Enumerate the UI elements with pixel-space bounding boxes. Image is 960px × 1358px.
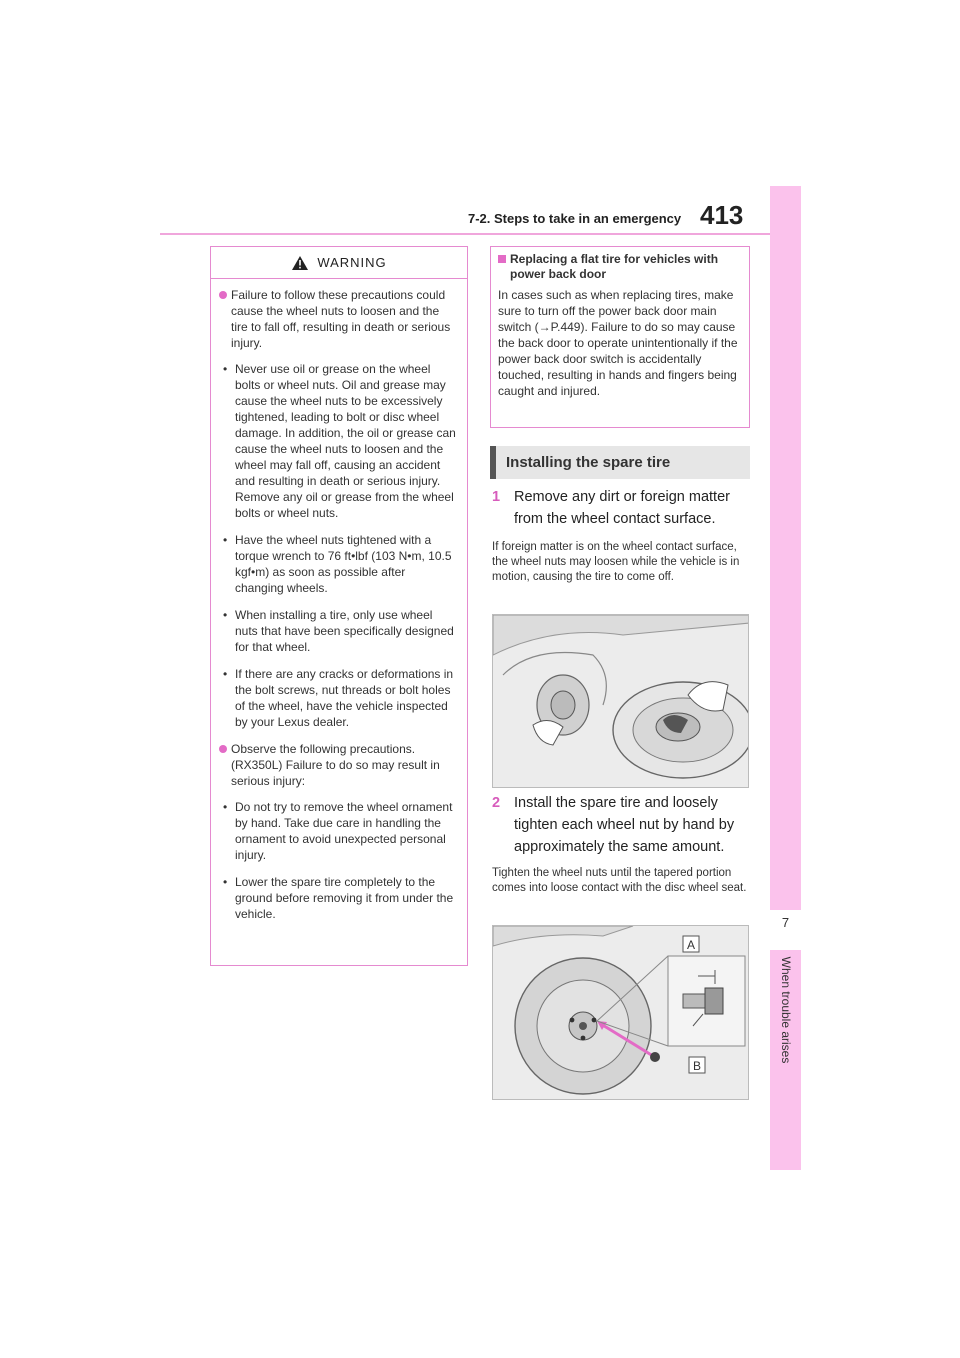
section-heading: Installing the spare tire: [490, 446, 750, 479]
figure-label-b: B: [692, 1059, 702, 1073]
warning-item: • Do not try to remove the wheel ornament by hand. Take due care in handling the ornament to avoid unexpected personal injury.: [219, 799, 457, 863]
info-text: In cases such as when replacing tires, make sure to turn off the power back door main switch (→P.449). Failure to do so may cause the back door to operate unintentionally if the power back door switch is accidentally touched, resulting in hands and fingers being caught and injured.: [498, 288, 738, 398]
figure-clean-wheel-surface: [492, 614, 749, 788]
info-title: Replacing a flat tire for vehicles with power back door: [498, 252, 741, 282]
header-section-title: 7-2. Steps to take in an emergency: [468, 211, 682, 226]
warning-header: [211, 247, 467, 279]
figure-label-a: A: [686, 938, 696, 952]
step-number: 1: [492, 489, 501, 505]
step-text: Remove any dirt or foreign matter from the wheel contact surface.: [514, 489, 730, 527]
step-1: [492, 486, 750, 530]
warning-item: • Lower the spare tire completely to the ground before removing it from under the vehicle.: [219, 874, 457, 922]
warning-box: [210, 246, 468, 966]
warning-triangle-icon: [291, 255, 309, 271]
step-number: 2: [492, 795, 501, 811]
warning-item: • Have the wheel nuts tightened with a torque wrench to 76 ft•lbf (103 N•m, 10.5 kgf•m) as soon as possible after changing wheels.: [219, 532, 457, 596]
warning-item: Failure to follow these precautions could cause the wheel nuts to loosen and the tire to fall off, resulting in death or serious injury.: [219, 287, 457, 351]
warning-title: WARNING: [317, 255, 387, 270]
figure-install-spare-tire: [492, 925, 749, 1100]
page-number: 413: [700, 200, 744, 230]
chapter-title: When trouble arises: [779, 956, 793, 1064]
warning-item: • If there are any cracks or deformations in the bolt screws, nut threads or bolt holes of the wheel, have the vehicle inspected by your Lexus dealer.: [219, 666, 457, 730]
warning-body: [211, 279, 467, 922]
warning-item: • Never use oil or grease on the wheel bolts or wheel nuts. Oil and grease may cause the wheel nuts to be excessively tightened, leading to bolt or disc wheel damage. In addition, the oil or grease can cause the wheel nuts to loosen and the wheel may fall off, causing an accident and resulting in death or serious injury. Remove any oil or grease from the wheel bolts or wheel nuts.: [219, 361, 457, 521]
header-rule: [160, 233, 770, 235]
step-text: Install the spare tire and loosely tighten each wheel nut by hand by approximately the same amount.: [514, 795, 735, 855]
step-2-note: Tighten the wheel nuts until the tapered portion comes into loose contact with the disc wheel seat.: [492, 867, 747, 894]
warning-item: Observe the following precautions. (RX350L) Failure to do so may result in serious injury:: [219, 741, 457, 789]
step-1-note: If foreign matter is on the wheel contact surface, the wheel nuts may loosen while the vehicle is in motion, causing the tire to come off.: [492, 541, 740, 583]
info-box: [490, 246, 750, 428]
chapter-number: 7: [781, 915, 790, 930]
warning-item: • When installing a tire, only use wheel nuts that have been specifically designed for that wheel.: [219, 607, 457, 655]
step-2: [492, 792, 750, 858]
